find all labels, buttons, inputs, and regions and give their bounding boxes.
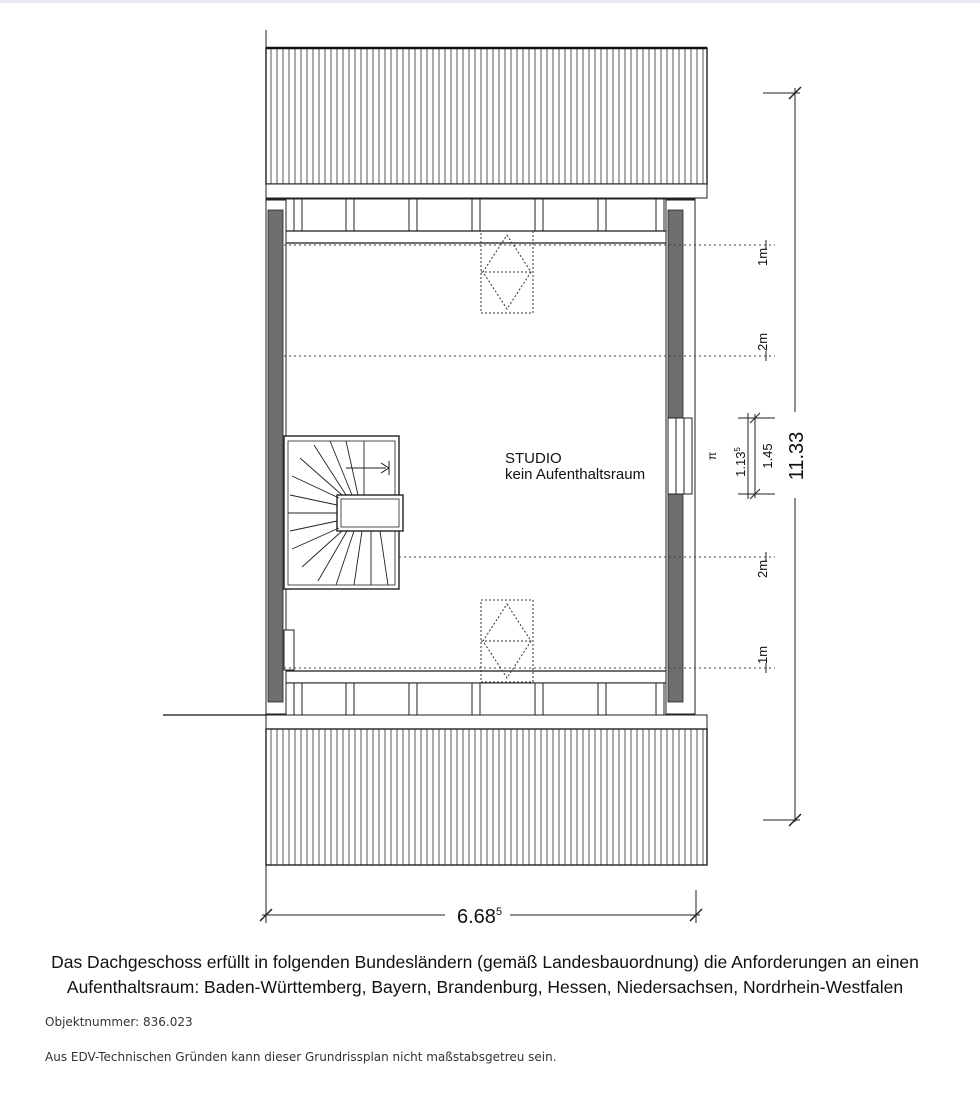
dim-1m-top: 1m: [755, 247, 770, 267]
staircase: [284, 436, 403, 589]
gable-window: [668, 418, 692, 494]
knee-wall-bottom: [266, 671, 695, 715]
room-name: STUDIO: [505, 450, 562, 467]
dim-window-height: 1.45: [760, 443, 775, 469]
dim-width-total-label: 6.68$^5$: [457, 906, 503, 928]
caption: [20, 950, 950, 1000]
room-note: kein Aufenthaltsraum: [505, 466, 646, 483]
dim-height-total-label: 11.33: [786, 431, 808, 481]
knee-wall-top: [266, 199, 695, 243]
roof-window-bottom: [481, 600, 533, 682]
gable-wall-left: [266, 200, 286, 714]
dim-2m-top: 2m: [755, 332, 770, 352]
caption-line-2: Aufenthaltsraum: Baden-Württemberg, Bayern, Brandenburg, Hessen, Niedersachsen, Nordrhein-Westfalen: [66, 977, 904, 997]
object-number: Objektnummer: 836.023: [45, 1015, 193, 1029]
roof-top: [266, 30, 707, 198]
dim-1m-bottom: 1m: [755, 645, 770, 665]
dim-2m-bottom: 2m: [755, 559, 770, 579]
roof-bottom: [266, 715, 707, 865]
wall-element: [284, 630, 294, 670]
dim-window-width: 1.13$^5$: [733, 447, 748, 477]
disclaimer: Aus EDV-Technischen Gründen kann dieser Grundrissplan nicht maßstabsgetreu sein.: [45, 1050, 557, 1064]
window-mark: π: [705, 451, 719, 461]
caption-line-1: Das Dachgeschoss erfüllt in folgenden Bundesländern (gemäß Landesbauordnung) die Anforderungen an einen: [51, 952, 919, 972]
